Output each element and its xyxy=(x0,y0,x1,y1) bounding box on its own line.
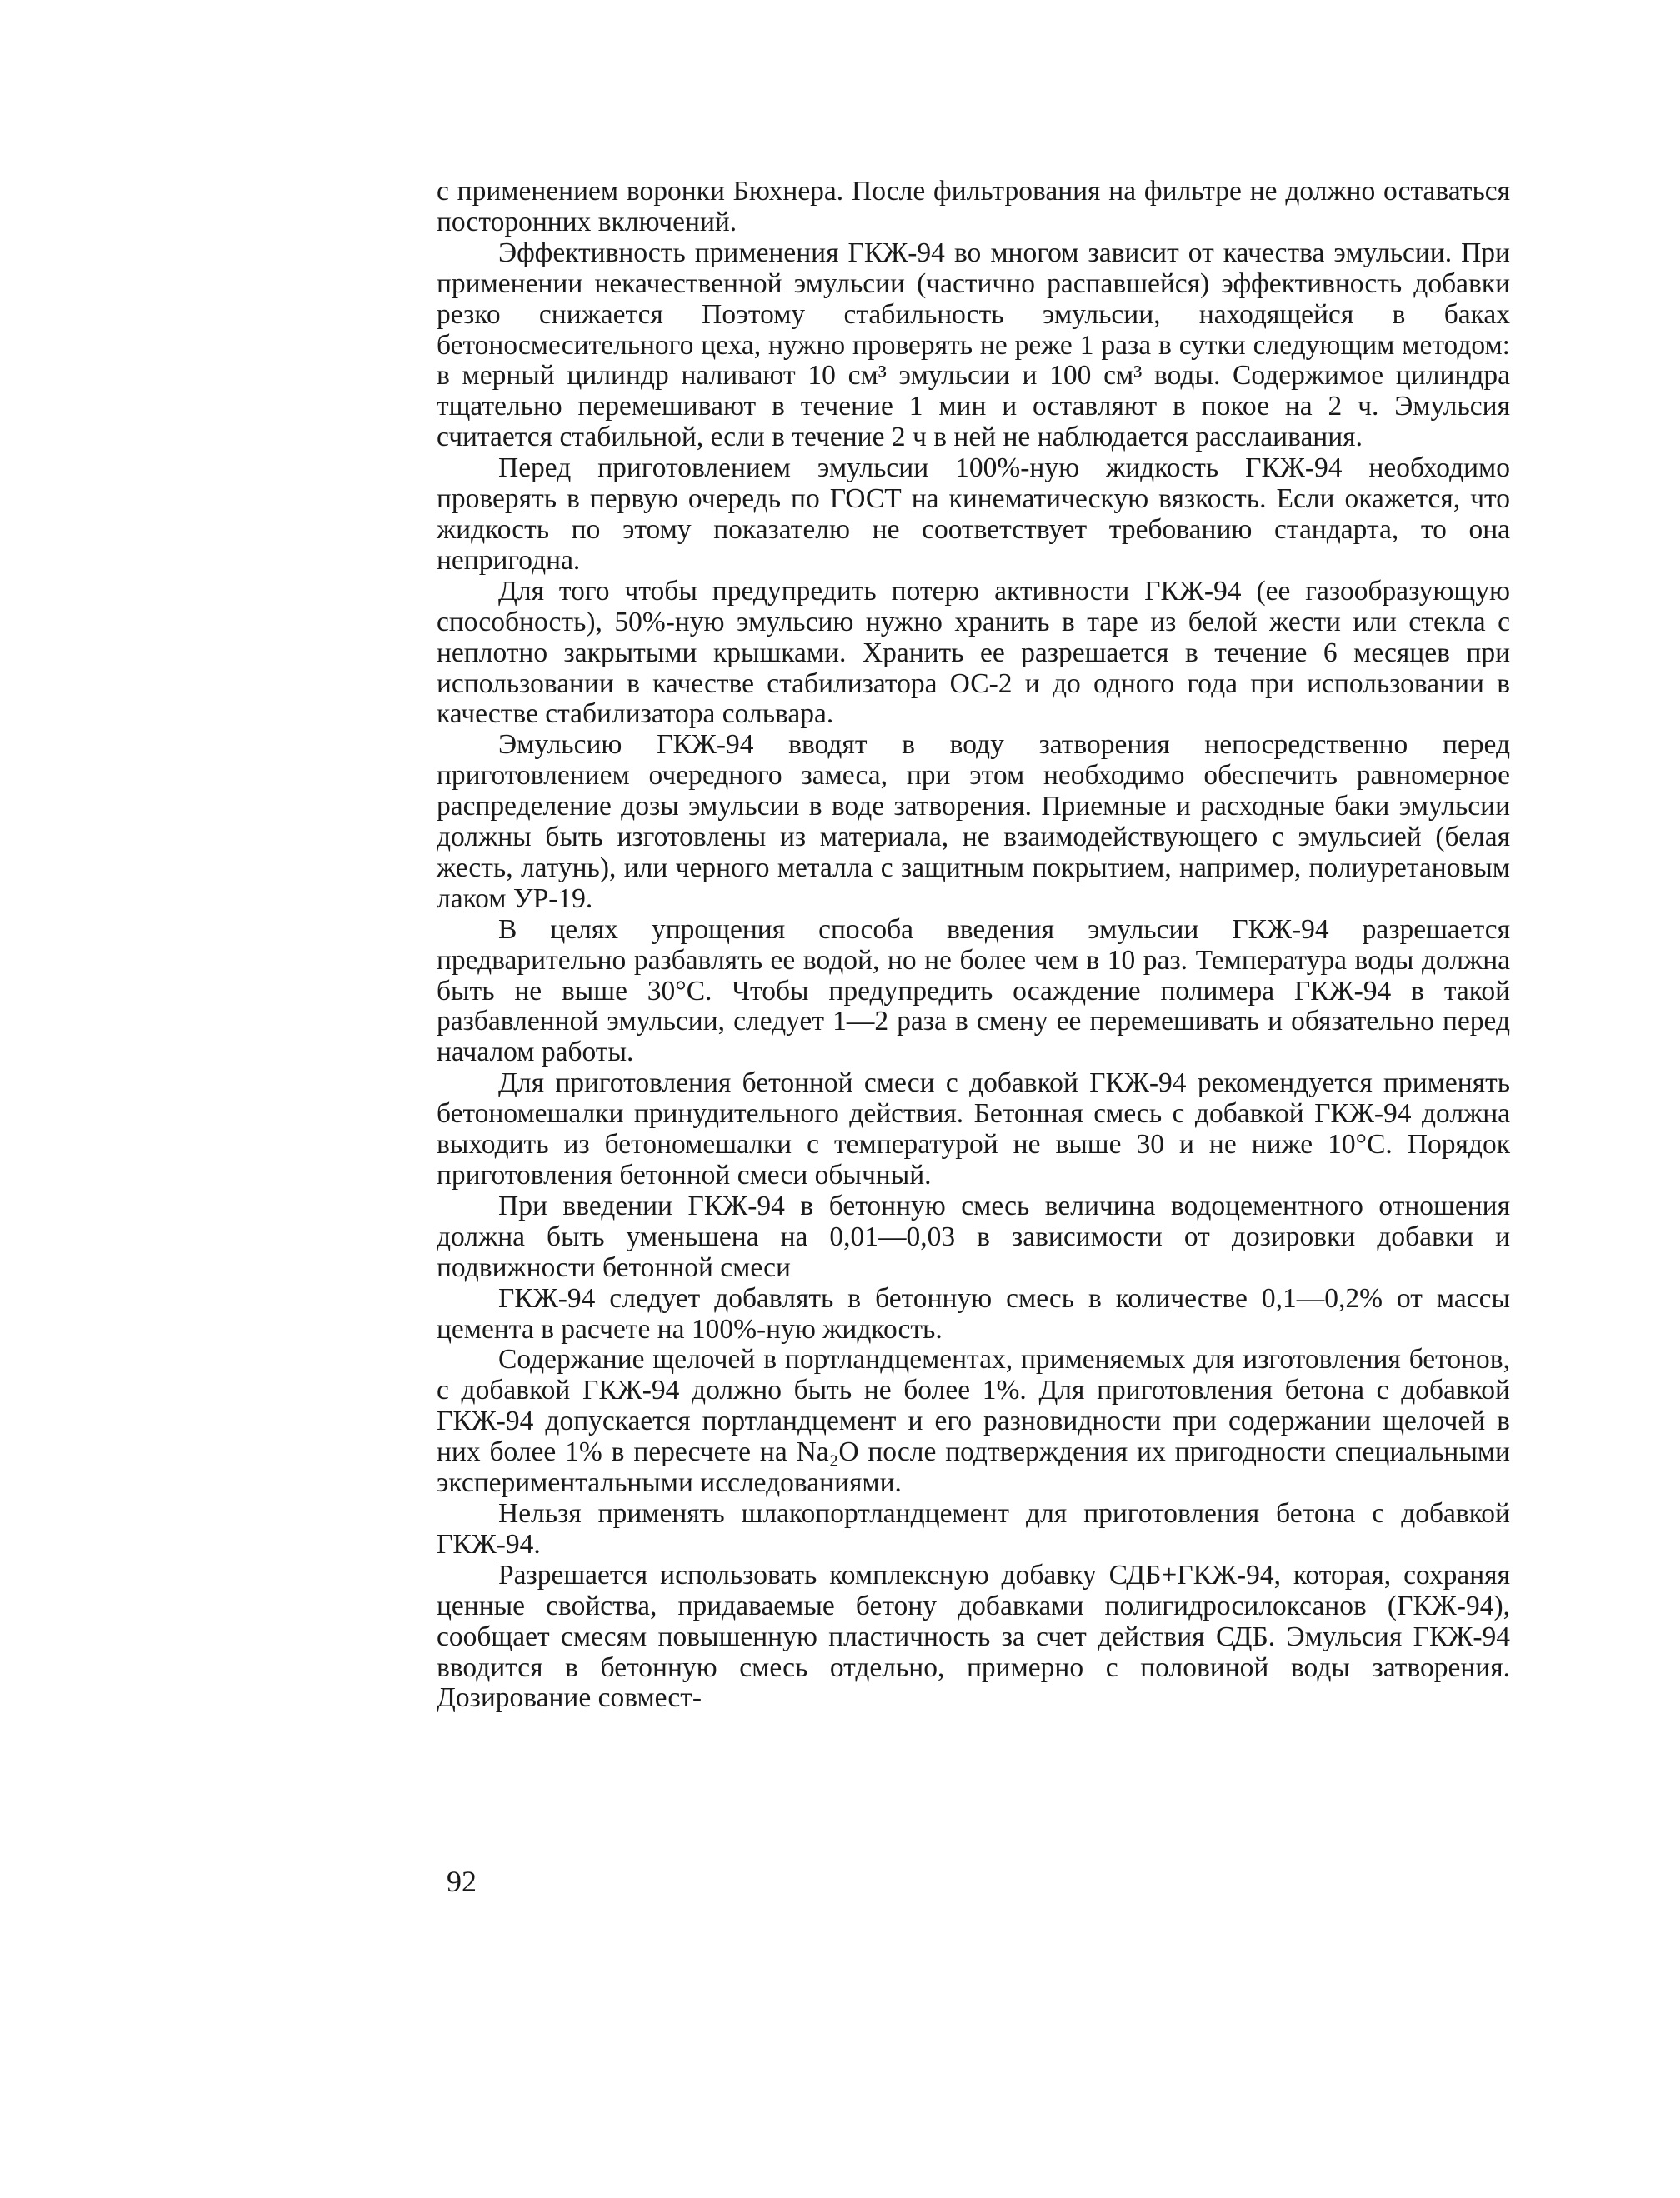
paragraph: Для приготовления бетонной смеси с добавкой ГКЖ-94 рекомендуется применять бетономешалки принудительного действия. Бетонная смесь с добавкой ГКЖ-94 должна выходить из бетономешалки с температурой не выше 30 и не ниже 10°С. Порядок приготовления бетонной смеси обычный. xyxy=(437,1067,1510,1191)
page-body xyxy=(437,177,1510,1714)
paragraph: Содержание щелочей в портландцементах, применяемых для изготовления бетонов, с добавкой ГКЖ-94 должно быть не более 1%. Для приготовления бетона с добавкой ГКЖ-94 допускается портландцемент и его разновидности при содержании щелочей в них более 1% в пересчете на Na₂O после подтверждения их пригодности специальными экспериментальными исследованиями. xyxy=(437,1344,1510,1499)
paragraph: Перед приготовлением эмульсии 100%-ную жидкость ГКЖ-94 необходимо проверять в первую очередь по ГОСТ на кинематическую вязкость. Если окажется, что жидкость по этому показателю не соответствует требованию стандарта, то она непригодна. xyxy=(437,452,1510,576)
paragraph: Эмульсию ГКЖ-94 вводят в воду затворения непосредственно перед приготовлением очередного замеса, при этом необходимо обеспечить равномерное распределение дозы эмульсии в воде затворения. Приемные и расходные баки эмульсии должны быть изготовлены из материала, не взаимодействующего с эмульсией (белая жесть, латунь), или черного металла с защитным покрытием, например, полиуретановым лаком УР-19. xyxy=(437,729,1510,914)
paragraph: Эффективность применения ГКЖ-94 во многом зависит от качества эмульсии. При применении некачественной эмульсии (частично распавшейся) эффективность добавки резко снижается Поэтому стабильность эмульсии, находящейся в баках бетоносмесительного цеха, нужно проверять не реже 1 раза в сутки следующим методом: в мерный цилиндр наливают 10 см³ эмульсии и 100 см³ воды. Содержимое цилиндра тщательно перемешивают в течение 1 мин и оставляют в покое на 2 ч. Эмульсия считается стабильной, если в течение 2 ч в ней не наблюдается расслаивания. xyxy=(437,237,1510,453)
paragraph: ГКЖ-94 следует добавлять в бетонную смесь в количестве 0,1—0,2% от массы цемента в расчете на 100%-ную жидкость. xyxy=(437,1282,1510,1345)
paragraph: с применением воронки Бюхнера. После фильтрования на фильтре не должно оставаться посторонних включений. xyxy=(437,176,1510,237)
paragraph: В целях упрощения способа введения эмульсии ГКЖ-94 разрешается предварительно разбавлять ее водой, но не более чем в 10 раз. Температура воды должна быть не выше 30°С. Чтобы предупредить осаждение полимера ГКЖ-94 в такой разбавленной эмульсии, следует 1—2 раза в смену ее перемешивать и обязательно перед началом работы. xyxy=(437,913,1510,1068)
paragraph: Разрешается использовать комплексную добавку СДБ+ГКЖ-94, которая, сохраняя ценные свойства, придаваемые бетону добавками полигидросилоксанов (ГКЖ-94), сообщает смесям повышенную пластичность за счет действия СДБ. Эмульсия ГКЖ-94 вводится в бетонную смесь отдельно, примерно с половиной воды затворения. Дозирование совмест- xyxy=(437,1559,1510,1714)
text-block xyxy=(437,177,1510,1714)
page-number: 92 xyxy=(447,1865,477,1898)
paragraph: Для того чтобы предупредить потерю активности ГКЖ-94 (ее газообразующую способность), 50%-ную эмульсию нужно хранить в таре из белой жести или стекла с неплотно закрытыми крышками. Хранить ее разрешается в течение 6 месяцев при использовании в качестве стабилизатора ОС-2 и до одного года при использовании в качестве стабилизатора сольвара. xyxy=(437,575,1510,730)
paragraph: Нельзя применять шлакопортландцемент для приготовления бетона с добавкой ГКЖ-94. xyxy=(437,1497,1510,1560)
paragraph: При введении ГКЖ-94 в бетонную смесь величина водоцементного отношения должна быть уменьшена на 0,01—0,03 в зависимости от дозировки добавки и подвижности бетонной смеси xyxy=(437,1190,1510,1283)
